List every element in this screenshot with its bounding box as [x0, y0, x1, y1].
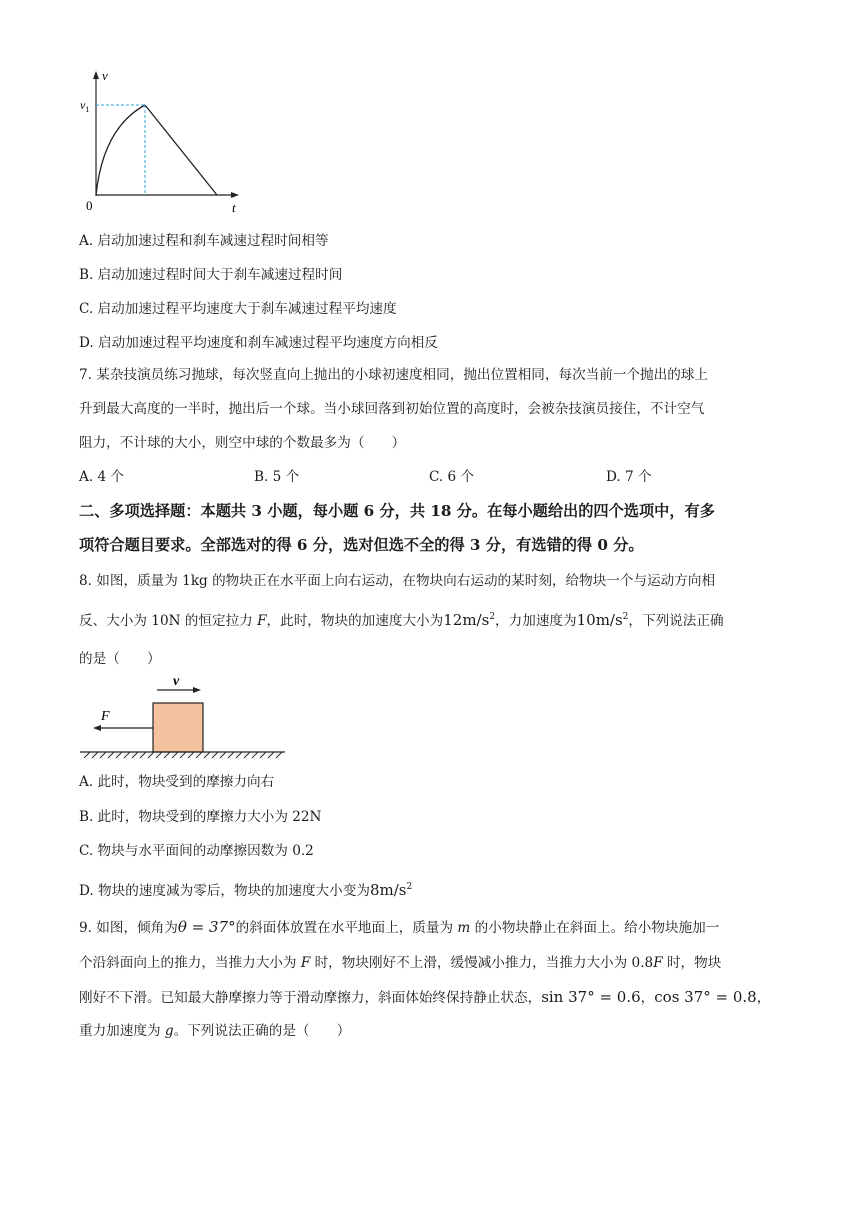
q8-option-a: A. 此时，物块受到的摩擦力向右 [79, 774, 275, 790]
q8-option-d [79, 878, 412, 900]
q9-line-1 [79, 918, 719, 937]
axis-y-label: v [102, 68, 108, 83]
q9-separator-2: ， [756, 990, 771, 1006]
q7-option-a: A. 4 个 [79, 469, 125, 485]
velocity-arrowhead [193, 687, 201, 693]
q9-separator: ， [640, 990, 655, 1006]
q9-line-4-text-b: 。下列说法正确的是（ ） [173, 1023, 351, 1039]
q9-mass-symbol: m [457, 920, 471, 936]
x-axis-arrow [231, 192, 239, 198]
q9-line-2-text-a: 个沿斜面向上的推力，当推力大小为 [79, 955, 301, 971]
q8-force-symbol: F [257, 613, 267, 629]
q8-accel-1: $12m/s^2$ [443, 611, 496, 629]
section2-header-line-1: 二、多项选择题：本题共 3 小题，每小题 6 分，共 18 分。在每小题给出的四个选项中，有多 [79, 502, 715, 520]
q8-line-2-text-c: ，力加速度为 [495, 613, 577, 629]
q9-cos-value: cos 37° = 0.8 [654, 988, 757, 1006]
q8-option-d-text: D. 物块的速度减为零后，物块的加速度大小变为 [79, 883, 370, 899]
q9-theta: θ = 37° [177, 918, 236, 936]
q9-sin-value: sin 37° = 0.6 [541, 988, 641, 1006]
q7-line-3: 阻力，不计球的大小，则空中球的个数最多为（ ） [79, 435, 406, 451]
velocity-label: v [173, 674, 180, 689]
q9-line-2-text-c: 时，物块 [662, 955, 722, 971]
q9-line-2-text-b: 时，物块刚好不上滑，缓慢减小推力，当推力大小为 0.8 [310, 955, 654, 971]
q9-line-1-text-a: 9. 如图，倾角为 [79, 920, 178, 936]
q9-line-4 [79, 1022, 350, 1040]
q8-line-3: 的是（ ） [79, 651, 161, 667]
origin-label: 0 [86, 198, 93, 213]
q7-option-d: D. 7 个 [606, 469, 652, 485]
q9-line-1-text-b: 的斜面体放置在水平地面上，质量为 [235, 920, 458, 936]
q9-line-3 [79, 988, 770, 1007]
block [153, 703, 203, 752]
force-arrowhead [93, 725, 101, 731]
axis-x-label: t [232, 200, 236, 215]
q8-line-2 [79, 608, 724, 630]
q7-line-1: 7. 某杂技演员练习抛球，每次竖直向上抛出的小球初速度相同，抛出位置相同，每次当前一个抛出的球上 [79, 367, 709, 383]
q8-option-b: B. 此时，物块受到的摩擦力大小为 22N [79, 809, 322, 825]
q8-option-c: C. 物块与水平面间的动摩擦因数为 0.2 [79, 843, 314, 859]
q9-line-4-text-a: 重力加速度为 [79, 1023, 165, 1039]
acceleration-curve [96, 105, 145, 195]
q9-force-symbol: F [300, 955, 311, 971]
block-figure [80, 670, 290, 765]
q6-option-a: A. 启动加速过程和刹车减速过程时间相等 [79, 233, 329, 249]
section2-header-line-2: 项符合题目要求。全部选对的得 6 分，选对但选不全的得 3 分，有选错的得 0 分。 [79, 536, 644, 554]
q6-option-b: B. 启动加速过程时间大于刹车减速过程时间 [79, 267, 343, 283]
deceleration-line [145, 105, 217, 195]
q8-option-d-value: $8m/s^2$ [369, 881, 413, 899]
q9-force-symbol-2: F [653, 955, 663, 971]
y-axis-arrow [93, 71, 99, 79]
q8-accel-2: $10m/s^2$ [576, 611, 629, 629]
q9-gravity-symbol: g [164, 1023, 174, 1039]
q8-line-1: 8. 如图，质量为 1kg 的物块正在水平面上向右运动，在物块向右运动的某时刻，给物块一个与运动方向相 [79, 573, 716, 589]
q9-line-2 [79, 954, 721, 972]
q6-option-c: C. 启动加速过程平均速度大于刹车减速过程平均速度 [79, 301, 397, 317]
q6-option-d: D. 启动加速过程平均速度和刹车减速过程平均速度方向相反 [79, 335, 438, 351]
q9-line-3-text-a: 刚好不下滑。已知最大静摩擦力等于滑动摩擦力，斜面体始终保持静止状态， [79, 990, 542, 1006]
q8-line-2-text-a: 反、大小为 10N 的恒定拉力 [79, 613, 258, 629]
q8-line-2-text-b: ，此时，物块的加速度大小为 [266, 613, 444, 629]
force-label: F [101, 709, 110, 724]
q7-option-c: C. 6 个 [429, 469, 475, 485]
q9-line-1-text-c: 的小物块静止在斜面上。给小物块施加一 [470, 920, 720, 936]
q7-line-2: 升到最大高度的一半时，抛出后一个球。当小球回落到初始位置的高度时，会被杂技演员接住，不计空气 [79, 401, 705, 417]
q8-line-2-text-d: ，下列说法正确 [628, 613, 724, 629]
peak-label: $v_1$ [80, 98, 90, 114]
ground-hatch [84, 752, 282, 758]
vt-graph [75, 68, 255, 218]
q7-option-b: B. 5 个 [254, 469, 300, 485]
